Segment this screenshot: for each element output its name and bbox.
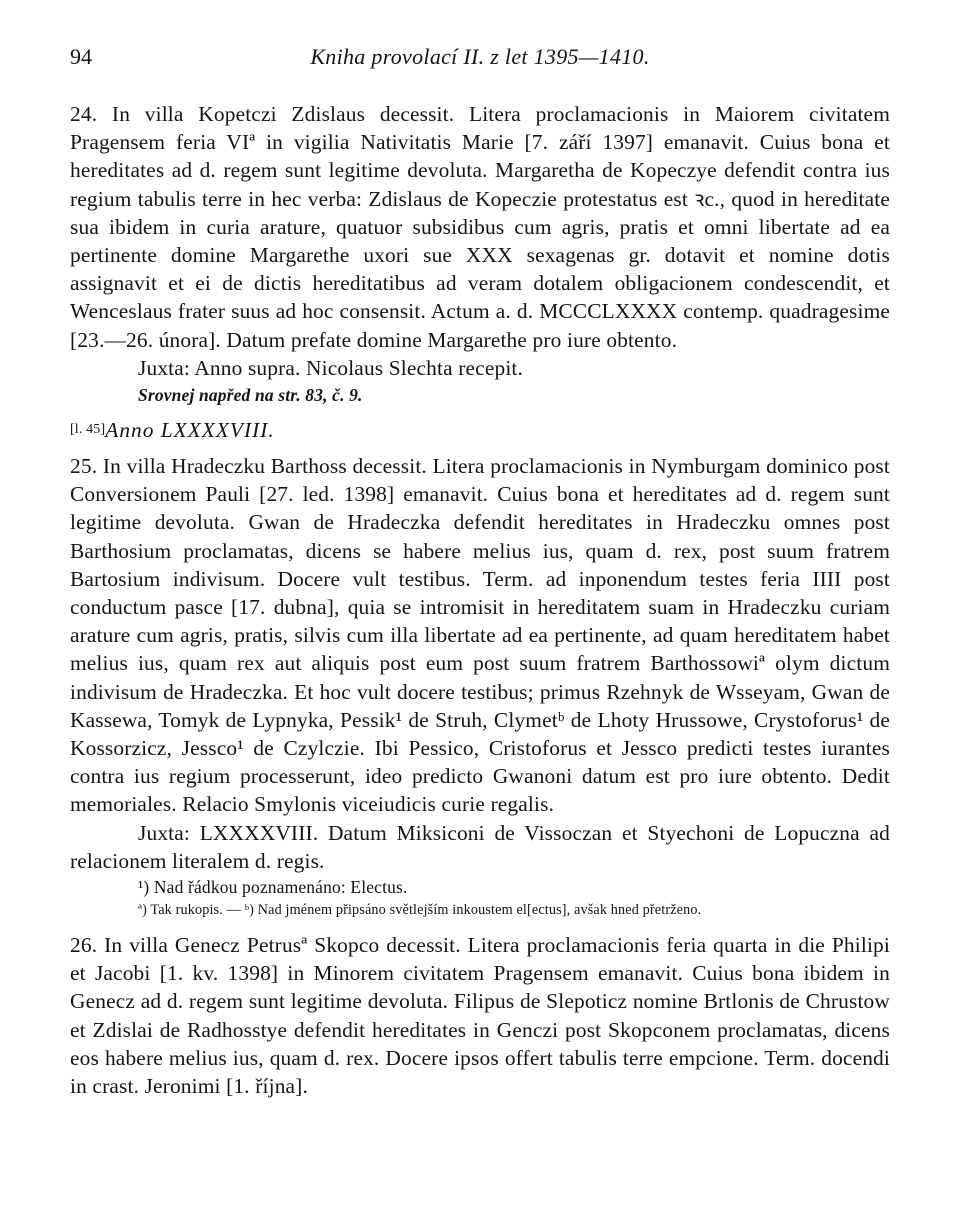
folio-mark: [l. 45]	[70, 422, 106, 438]
page-number: 94	[70, 44, 92, 69]
entry-25-juxta: Juxta: LXXXXVIII. Datum Miksiconi de Vissoczan et Styechoni de Lopuczna ad relacionem literalem d. regis.	[70, 820, 890, 873]
running-title: Kniha provolací II. z let 1395—1410.	[310, 44, 650, 69]
year-title: Anno LXXXXVIII.	[105, 418, 275, 443]
document-body	[70, 100, 890, 1100]
entry-24-text: 24. In villa Kopetczi Zdislaus decessit. Litera proclamacionis in Maiorem civitatem Pragensem feria VIª in vigilia Nativitatis Marie [7. září 1397] emanavit. Cuius bona et hereditates ad d. regem sunt legitime devoluta. Margaretha de Kopeczye defendit contra ius regium tabulis terre in hec verba: Zdislaus de Kopeczie protestatus est ꝛc., quod in hereditate sua ibidem in curia arature, quatuor subsidibus cum agris, pratis et omni libertate ad ea pertinente domine Margarethe uxori sue XXX sexagenas gr. dotavit et nomine dotis assignavit et ei de dictis hereditatibus ad veram dotalem obligacionem condescendit, et Wenceslaus frater suus ad hoc consensit. Actum a. d. MCCCLXXXX contemp. quadragesime [23.—26. února]. Datum prefate domine Margarethe pro iure obtento.	[70, 102, 890, 352]
entry-26-text: 26. In villa Genecz Petrusª Skopco decessit. Litera proclamacionis feria quarta in die Philipi et Jacobi [1. kv. 1398] in Minorem civitatem Pragensem emanavit. Cuius bona ibidem in Genecz ad d. regem sunt legitime devoluta. Filipus de Slepoticz nomine Brtlonis de Chrustow et Zdislai de Radhosstye defendit hereditates in Genczi post Skopconem proclamatas, dicens eos habere melius ius, quam d. rex. Docere ipsos offert tabulis terre empcione. Term. docendi in crast. Jeronimi [1. října].	[70, 933, 890, 1099]
page	[70, 44, 890, 1100]
entry-24-reference: Srovnej napřed na str. 83, č. 9.	[138, 385, 363, 406]
year-heading	[70, 416, 890, 444]
entry-25-footnote-1: ¹) Nad řádkou poznamenáno: Electus.	[138, 877, 408, 898]
entry-24-juxta: Juxta: Anno supra. Nicolaus Slechta recepit.	[138, 355, 523, 380]
entry-25-text: 25. In villa Hradeczku Barthoss decessit. Litera proclamacionis in Nymburgam dominico post Conversionem Pauli [27. led. 1398] emanavit. Cuius bona et hereditates ad d. regem sunt legitime devoluta. Gwan de Hradeczka defendit hereditates in Hradeczku omnes post Barthosium proclamatas, dicens se habere melius ius, quam d. rex, post suum fratrem Bartosium indivisum. Docere vult testibus. Term. ad inponendum testes feria IIII post conductum pasce [17. dubna], quia se intromisit in hereditatem suam in Hradeczku curiam arature cum agris, pratis, silvis cum illa libertate ad ea pertinente, ad quam hereditatem habet melius ius, quam rex aut aliquis post eum post suum fratrem Barthossowiª olym dictum indivisum de Hradeczka. Et hoc vult docere testibus; primus Rzehnyk de Wsseyam, Gwan de Kassewa, Tomyk de Lypnyka, Pessik¹ de Struh, Clymetᵇ de Lhoty Hrussowe, Crystoforus¹ de Kossorzicz, Jessco¹ de Czylczie. Ibi Pessico, Cristoforus et Jessco predicti testes iurantes contra ius regium processerunt, ideo predicto Gwanoni datum est pro iure obtento. Dedit memoriales. Relacio Smylonis viceiudicis curie regalis.	[70, 454, 890, 817]
page-header	[70, 44, 890, 78]
entry-25-footnote-2: ª) Tak rukopis. — ᵇ) Nad jménem připsáno světlejším inkoustem el[ectus], avšak hned přetrženo.	[138, 902, 702, 919]
